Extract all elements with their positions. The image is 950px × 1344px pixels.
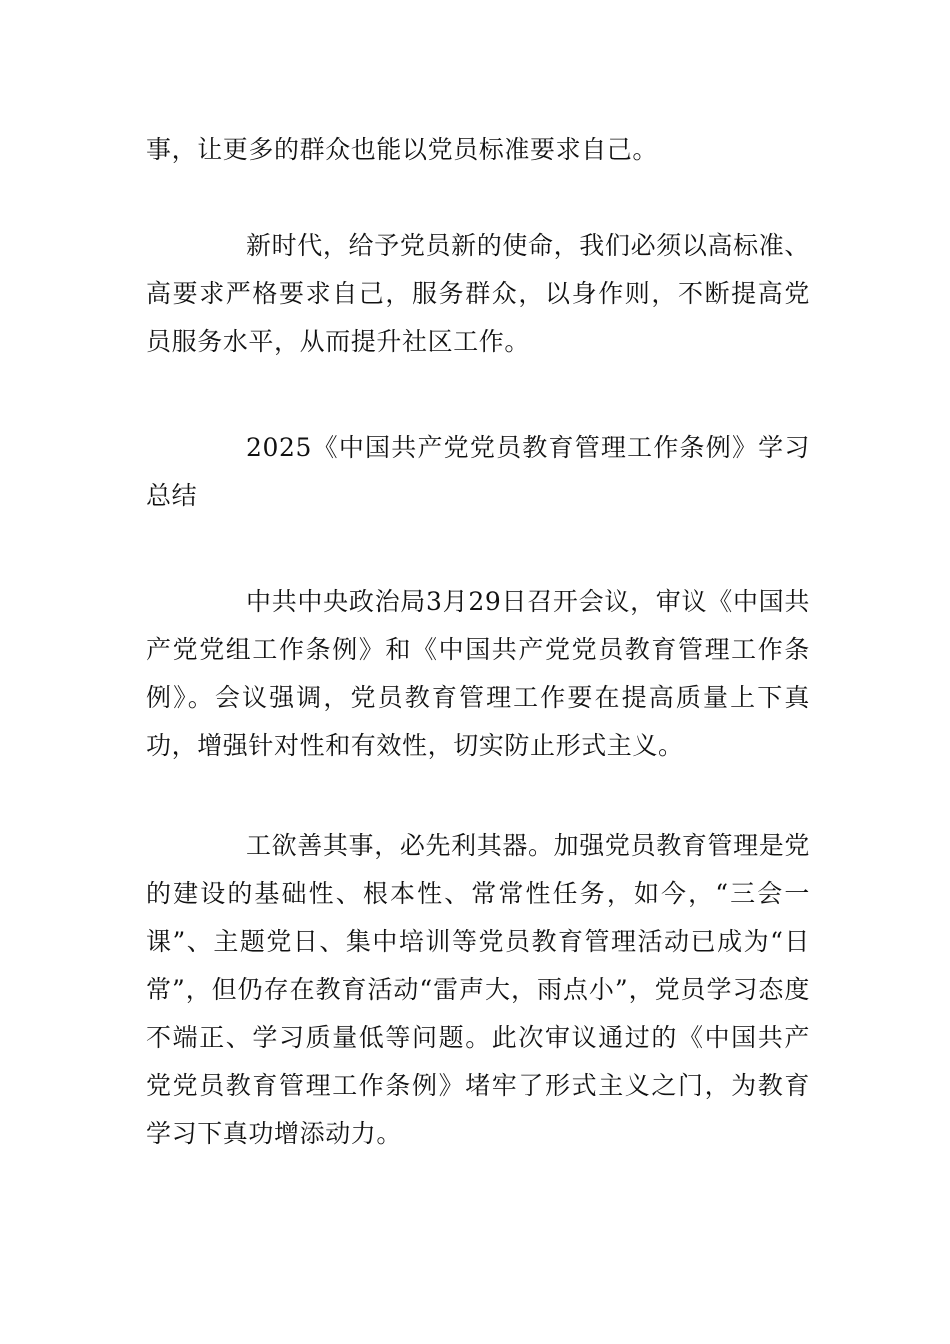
paragraph-new-era: 新时代，给予党员新的使命，我们必须以高标准、高要求严格要求自己，服务群众，以身作则，不断提高党员服务水平，从而提升社区工作。 bbox=[146, 231, 810, 356]
paragraph-politburo-meeting: 中共中央政治局3月29日召开会议，审议《中国共产党党组工作条例》和《中国共产党党员教育管理工作条例》。会议强调，党员教育管理工作要在提高质量上下真功，增强针对性和有效性，切实防止形式主义。 bbox=[146, 587, 810, 760]
section-title: 2025《中国共产党党员教育管理工作条例》学习总结 bbox=[146, 433, 810, 510]
paragraph-tools-proverb: 工欲善其事，必先利其器。加强党员教育管理是党的建设的基础性、根本性、常常性任务，如今，“三会一课”、主题党日、集中培训等党员教育管理活动已成为“日常”，但仍存在教育活动“雷声大，雨点小”，党员学习态度不端正、学习质量低等问题。此次审议通过的《中国共产党党员教育管理工作条例》堵牢了形式主义之门，为教育学习下真功增添动力。 bbox=[146, 831, 810, 1148]
paragraph-continuation: 事，让更多的群众也能以党员标准要求自己。 bbox=[146, 135, 659, 164]
